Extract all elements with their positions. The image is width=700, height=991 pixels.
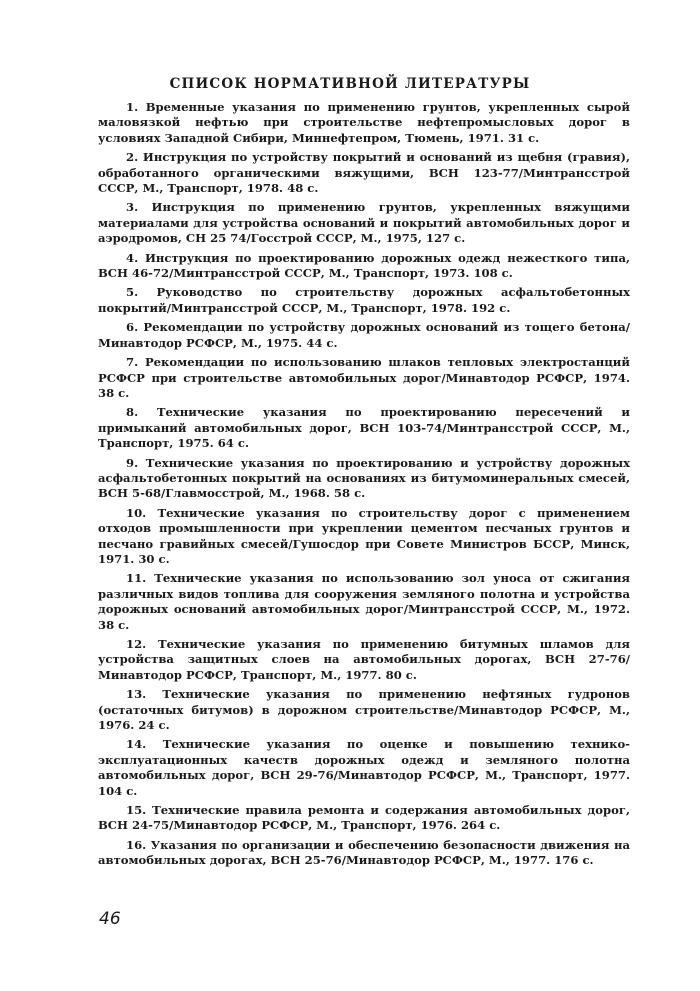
reference-item: 12. Технические указания по применению битумных шламов для устройства защитных слоев на автомобильных дорогах, ВСН 27-76/Минавтодор РСФСР, Транспорт, М., 1977. 80 с. [98,637,630,682]
reference-item: 14. Технические указания по оценке и повышению технико-эксплуатационных качеств дорожных одежд и земляного полотна автомобильных дорог, ВСН 29-76/Минавтодор РСФСР, М., Транспорт, 1977. 104 с. [98,737,630,798]
reference-item: 7. Рекомендации по использованию шлаков тепловых электростанций РСФСР при строительстве автомобильных дорог/Минавтодор РСФСР, 1974. 38 с. [98,355,630,400]
page-number: 46 [99,909,121,929]
reference-item: 6. Рекомендации по устройству дорожных оснований из тощего бетона/Минавтодор РСФСР, М., 1975. 44 с. [98,320,630,350]
reference-item: 15. Технические правила ремонта и содержания автомобильных дорог, ВСН 24-75/Минавтодор РСФСР, М., Транспорт, 1976. 264 с. [98,803,630,833]
reference-list [98,100,630,873]
reference-item: 9. Технические указания по проектированию и устройству дорожных асфальтобетонных покрытий на основаниях из битумоминеральных смесей, ВСН 5-68/Главмосстрой, М., 1968. 58 с. [98,455,630,501]
reference-item: 5. Руководство по строительству дорожных асфальтобетонных покрытий/Минтрансстрой СССР, М., Транспорт, 1978. 192 с. [98,285,630,315]
reference-item: 2. Инструкция по устройству покрытий и оснований из щебня (гравия), обработанного органическими вяжущими, ВСН 123-77/Минтрансстрой СССР, М., Транспорт, 1978. 48 с. [98,150,630,196]
page-title: СПИСОК НОРМАТИВНОЙ ЛИТЕРАТУРЫ [169,76,531,92]
reference-item: 8. Технические указания по проектированию пересечений и примыканий автомобильных дорог, ВСН 103-74/Минтрансстрой СССР, М., Транспорт, 1975. 64 с. [98,405,630,451]
reference-item: 11. Технические указания по использованию зол уноса от сжигания различных видов топлива для сооружения земляного полотна и устройства дорожных оснований автомобильных дорог/Минтрансстрой СССР, М., 1972. 38 с. [98,571,630,632]
reference-item: 16. Указания по организации и обеспечению безопасности движения на автомобильных дорогах, ВСН 25-76/Минавтодор РСФСР, М., 1977. 176 с. [98,837,630,868]
reference-item: 10. Технические указания по строительству дорог с применением отходов промышленности при укреплении цементом песчаных грунтов и песчано гравийных смесей/Гушосдор при Совете Министров БССР, Минск, 1971. 30 с. [98,505,630,566]
reference-item: 4. Инструкция по проектированию дорожных одежд нежесткого типа, ВСН 46-72/Минтрансстрой СССР, М., Транспорт, 1973. 108 с. [98,250,630,281]
reference-item: 13. Технические указания по применению нефтяных гудронов (остаточных битумов) в дорожном строительстве/Минавтодор РСФСР, М., 1976. 24 с. [98,687,630,733]
reference-item: 1. Временные указания по применению грунтов, укрепленных сырой маловязкой нефтью при строительстве нефтепромысловых дорог в условиях Западной Сибири, Миннефтепром, Тюмень, 1971. 31 с. [98,100,630,145]
reference-item: 3. Инструкция по применению грунтов, укрепленных вяжущими материалами для устройства оснований и покрытий автомобильных дорог и аэродромов, СН 25 74/Госстрой СССР, М., 1975, 127 с. [98,200,630,246]
